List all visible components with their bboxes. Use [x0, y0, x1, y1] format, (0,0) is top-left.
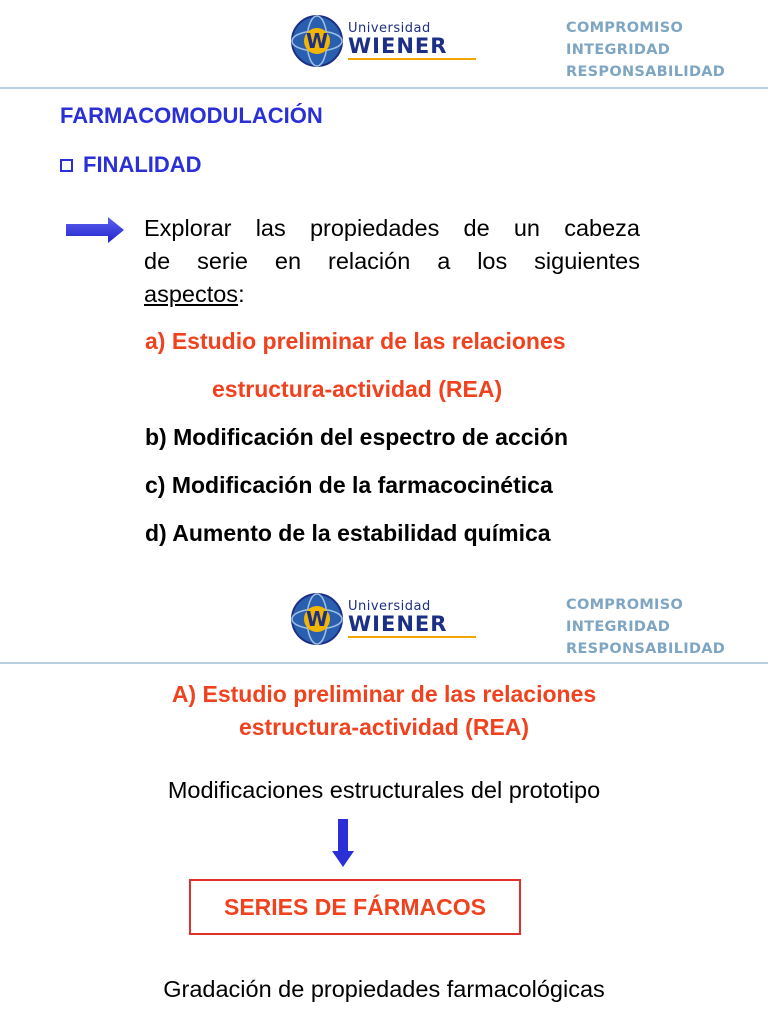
logo-wiener-label: WIENER — [348, 612, 448, 636]
slide-subtitle — [60, 152, 202, 178]
underlined-word: aspectos — [144, 281, 239, 307]
slide-2 — [0, 578, 768, 1024]
svg-text:W: W — [305, 29, 329, 53]
gradation-text: Gradación de propiedades farmacológicas — [163, 976, 605, 1002]
arrow-right-icon — [66, 217, 126, 243]
checkbox-bullet-icon — [60, 159, 73, 172]
svg-text:W: W — [305, 607, 329, 631]
university-logo — [290, 14, 476, 68]
section-heading-line1: A) Estudio preliminar de las relaciones — [171, 681, 597, 707]
motto-line: RESPONSABILIDAD — [566, 64, 726, 80]
header-divider — [0, 662, 768, 664]
logo-underline — [348, 58, 476, 60]
motto-line: INTEGRIDAD — [566, 42, 671, 58]
logo-university-label: Universidad — [348, 599, 431, 614]
list-item-b: b) Modificación del espectro de acción — [145, 424, 569, 450]
motto-line: RESPONSABILIDAD — [566, 641, 726, 657]
globe-logo-icon — [290, 592, 344, 646]
globe-logo-icon — [290, 14, 344, 68]
logo-underline — [348, 636, 476, 638]
motto-line: COMPROMISO — [566, 20, 684, 36]
section-heading-line2: estructura-actividad (REA) — [238, 714, 530, 740]
intro-paragraph — [144, 212, 640, 311]
university-logo — [290, 592, 476, 646]
motto-line: COMPROMISO — [566, 597, 684, 613]
header-divider — [0, 87, 768, 89]
list-item-a-line1: a) Estudio preliminar de las relaciones — [145, 328, 566, 354]
motto — [566, 594, 725, 660]
intro-line: de serie en relación a los siguientes — [144, 248, 640, 274]
motto — [566, 17, 725, 83]
motto-line: INTEGRIDAD — [566, 619, 671, 635]
slide-title: FARMACOMODULACIÓN — [60, 103, 323, 128]
logo-wiener-label: WIENER — [348, 34, 448, 58]
series-box: SERIES DE FÁRMACOS — [189, 879, 521, 935]
intro-line: Explorar las propiedades de un cabeza — [144, 215, 640, 241]
subtitle-text: FINALIDAD — [83, 152, 202, 177]
intro-line — [144, 278, 640, 311]
list-item-d: d) Aumento de la estabilidad química — [145, 520, 551, 546]
modifications-text: Modificaciones estructurales del prototipo — [167, 777, 601, 803]
list-item-a-line2: estructura-actividad (REA) — [212, 376, 503, 402]
logo-university-label: Universidad — [348, 21, 431, 36]
list-item-c: c) Modificación de la farmacocinética — [145, 472, 553, 498]
arrow-down-icon — [332, 819, 354, 867]
intro-colon: : — [238, 281, 245, 307]
